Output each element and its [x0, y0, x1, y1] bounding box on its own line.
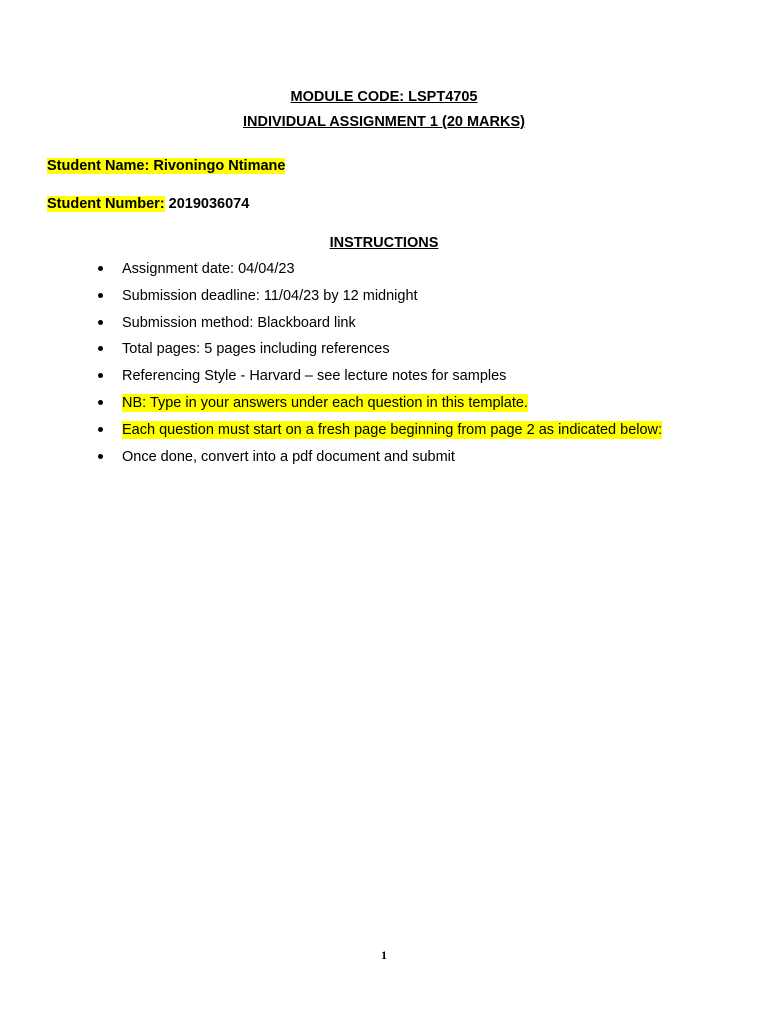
bullet-icon [98, 346, 103, 351]
instructions-heading: INSTRUCTIONS [329, 235, 439, 251]
student-number-value: 2019036074 [164, 196, 250, 212]
instruction-text: Assignment date: 04/04/23 [122, 261, 295, 277]
module-code-heading: MODULE CODE: LSPT4705 [290, 89, 478, 105]
student-name-label: Student Name: Rivoningo Ntimane [47, 158, 286, 174]
instruction-text-highlighted: NB: Type in your answers under each question in this template. [122, 394, 528, 411]
bullet-icon [98, 293, 103, 298]
list-item [0, 260, 768, 287]
list-item [0, 448, 768, 475]
assignment-title-heading: INDIVIDUAL ASSIGNMENT 1 (20 MARKS) [243, 114, 525, 130]
bullet-icon [98, 266, 103, 271]
student-number-line [47, 195, 249, 213]
instruction-text-highlighted: Each question must start on a fresh page beginning from page 2 as indicated below: [122, 421, 663, 438]
list-item [0, 367, 768, 394]
instruction-text: Submission deadline: 11/04/23 by 12 midnight [122, 287, 418, 304]
instruction-text: Total pages: 5 pages including references [122, 341, 390, 358]
instruction-text: Referencing Style - Harvard – see lecture notes for samples [122, 368, 507, 385]
list-item [0, 340, 768, 367]
bullet-icon [98, 427, 103, 432]
page-number: 1 [381, 948, 387, 962]
student-name-line [47, 157, 285, 175]
instructions-list [0, 260, 768, 474]
bullet-icon [98, 454, 103, 459]
student-number-label: Student Number: [47, 196, 165, 212]
bullet-icon [98, 320, 103, 325]
instruction-text: Submission method: Blackboard link [122, 314, 356, 331]
list-item [0, 394, 768, 421]
list-item [0, 421, 768, 448]
bullet-icon [98, 400, 103, 405]
bullet-icon [98, 373, 103, 378]
list-item [0, 314, 768, 341]
list-item [0, 287, 768, 314]
instruction-text: Once done, convert into a pdf document and submit [122, 448, 455, 465]
